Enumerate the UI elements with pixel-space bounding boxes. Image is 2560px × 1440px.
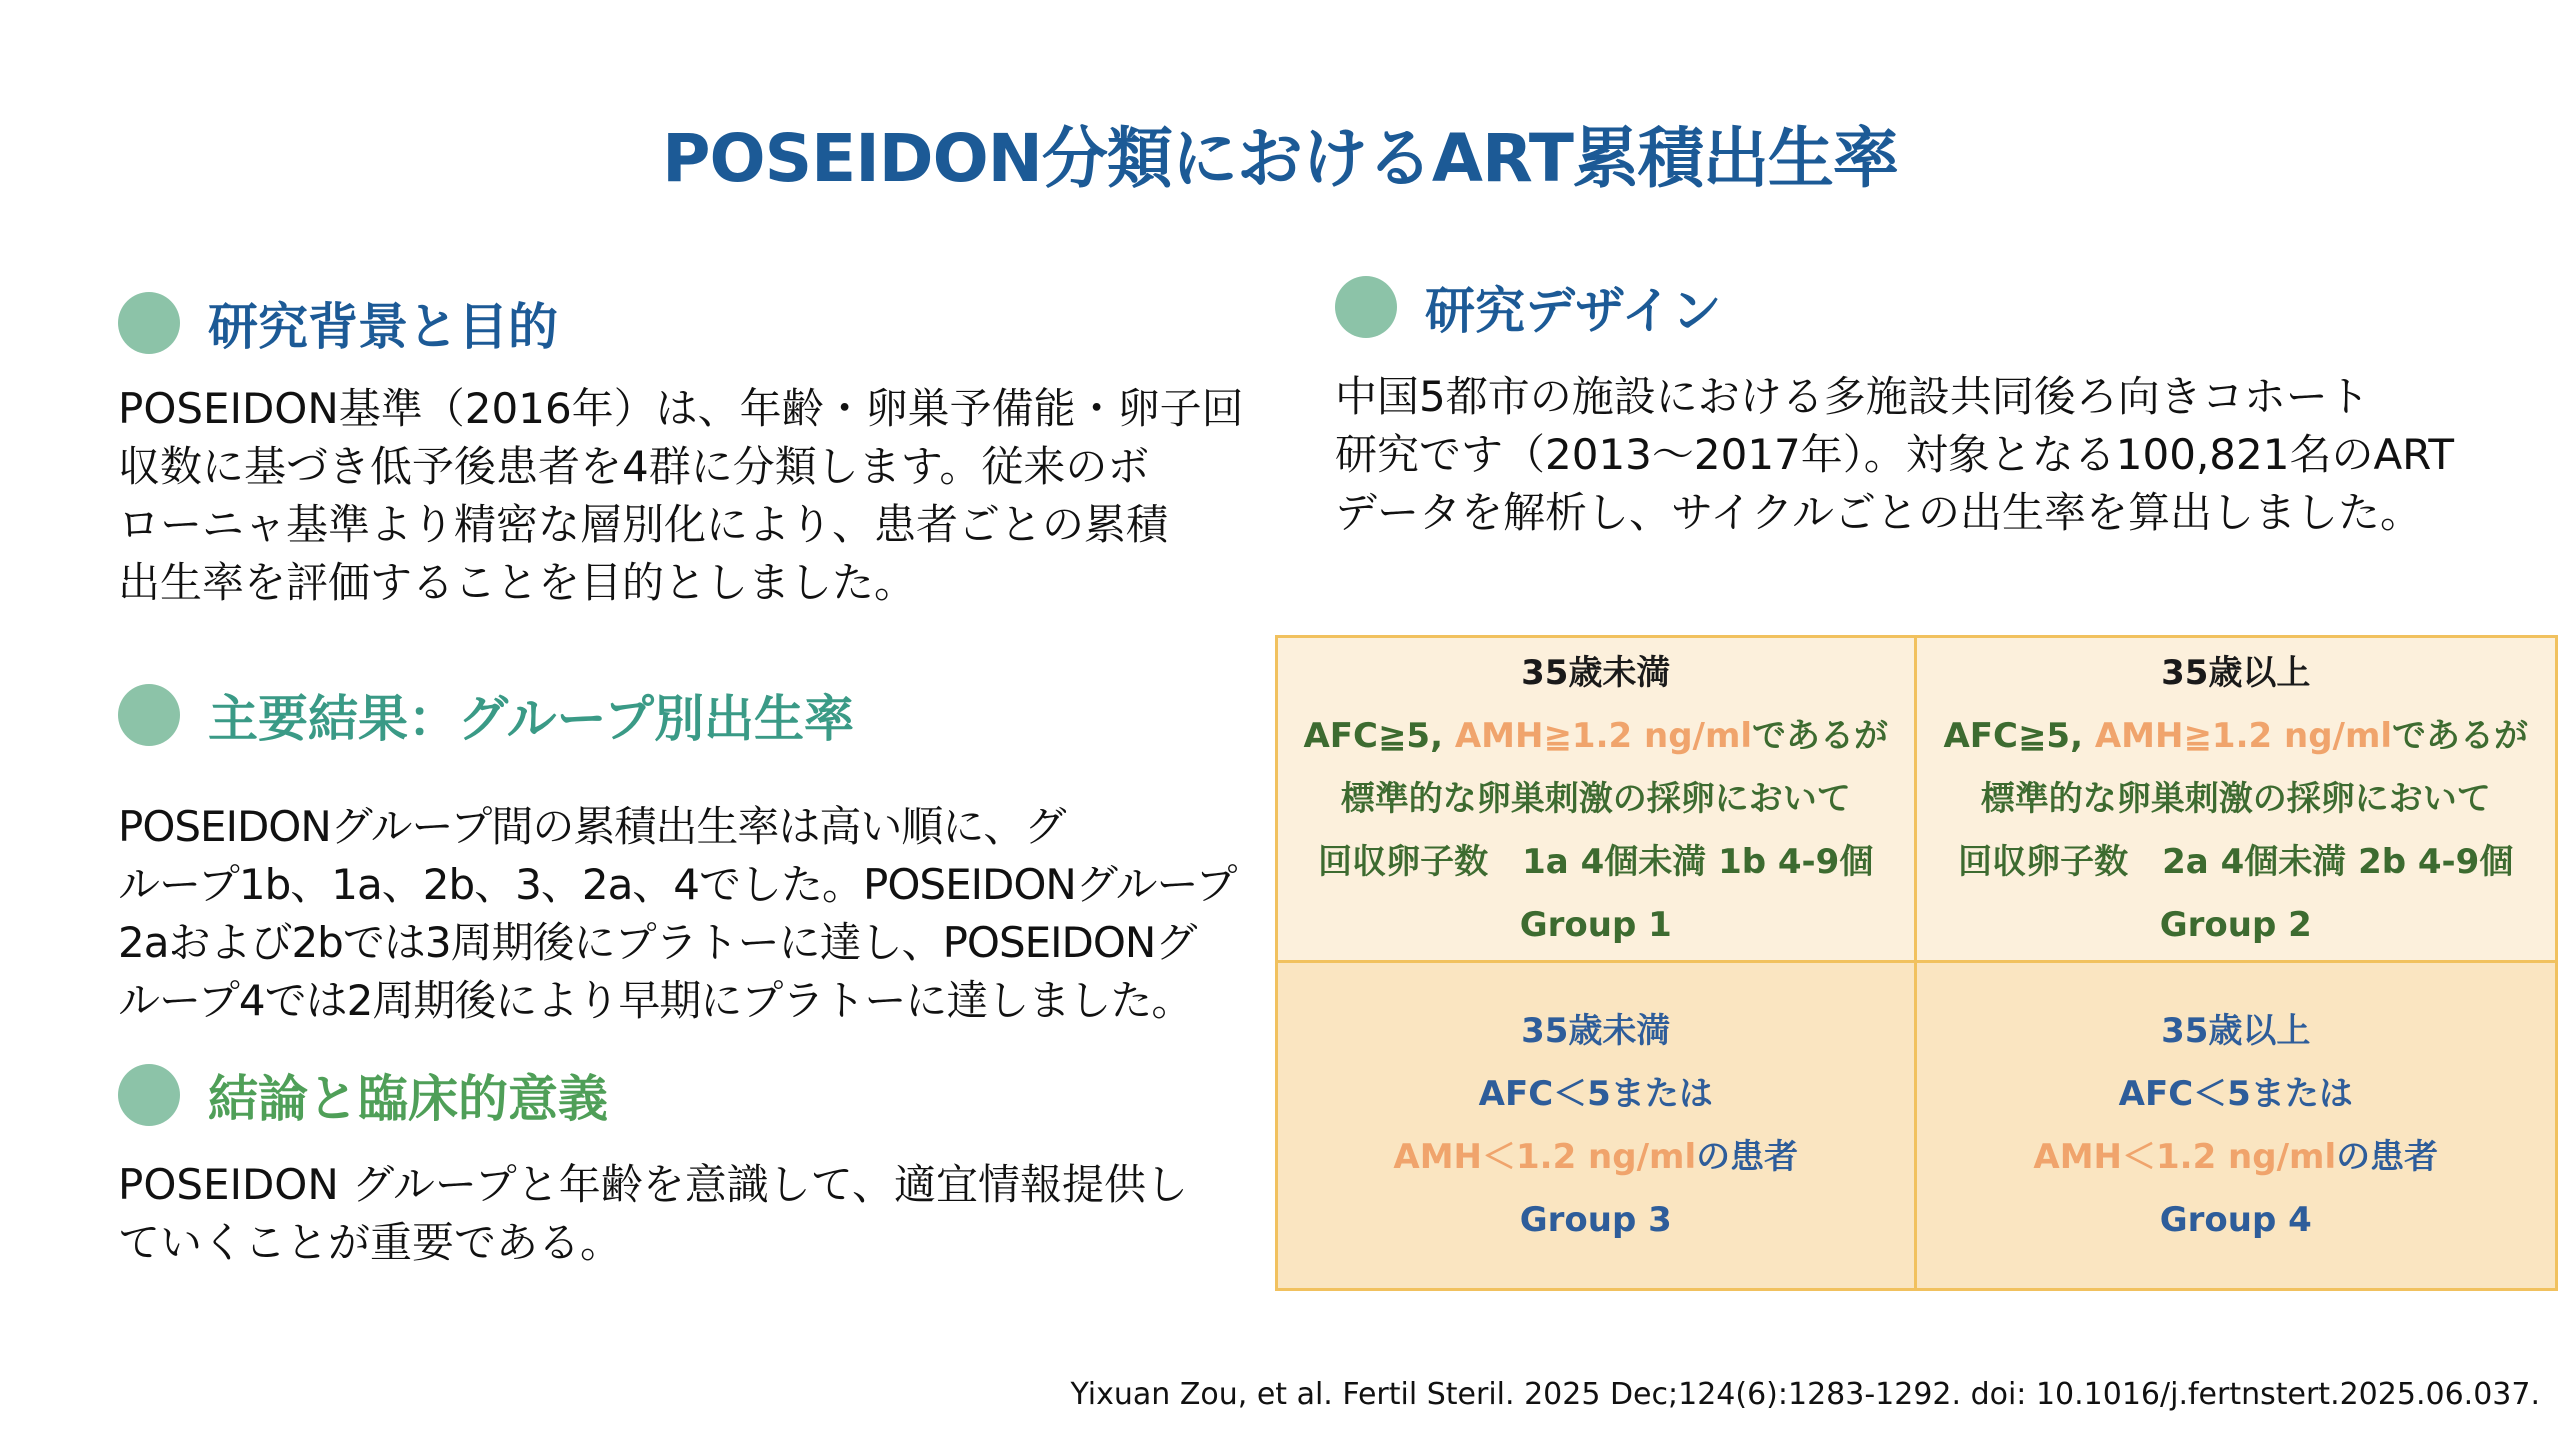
group-age: 35歳以上: [2161, 652, 2311, 693]
amh-criteria: AMH≧1.2 ng/ml: [2094, 715, 2393, 756]
bullet-circle-icon: [1335, 276, 1397, 338]
group-line2: 標準的な卵巣刺激の採卵において: [1340, 778, 1851, 819]
group-1-cell: [1278, 638, 1917, 963]
section-design: [1335, 272, 2535, 542]
criteria-suffix: であるが: [2392, 715, 2529, 756]
group-line3: 回収卵子数 1a 4個未満 1b 4-9個: [1318, 841, 1874, 882]
group-label: Group 2: [2159, 904, 2312, 945]
section-body: POSEIDON基準（2016年）は、年齢・卵巣予備能・卵子回 収数に基づき低予後患者を4群に分類します。従来のボ ローニャ基準より精密な層別化により、患者ごとの累積 出生率を評価することを目的としました。: [118, 384, 1244, 607]
section-conclusion: [118, 1060, 1278, 1272]
section-header: [118, 288, 1258, 358]
group-3-cell: [1278, 963, 1917, 1288]
group-label: Group 1: [1519, 904, 1672, 945]
group-label: Group 4: [2159, 1199, 2312, 1240]
section-body: POSEIDONグループ間の累積出生率は高い順に、グ ループ1b、1a、2b、3、2a、4でした。POSEIDONグループ 2aおよび2bでは3周期後にプラトーに達し、POSEIDONグ ループ4では2周期後により早期にプラトーに達しました。: [118, 802, 1237, 1025]
section-heading: 研究デザイン: [1425, 282, 1722, 340]
section-header: [118, 1060, 1278, 1130]
amh-criteria: AMH≧1.2 ng/ml: [1454, 715, 1753, 756]
group-2-cell: [1917, 638, 2556, 963]
poseidon-group-grid: [1275, 635, 2558, 1291]
section-header: [118, 680, 1278, 750]
criteria-suffix: の患者: [2336, 1136, 2439, 1177]
section-background: [118, 288, 1258, 612]
group-age: 35歳未満: [1521, 1010, 1671, 1051]
afc-criteria: AFC≧5,: [1943, 715, 2095, 756]
group-criteria: [1943, 705, 2528, 768]
bullet-circle-icon: [118, 1064, 180, 1126]
amh-criteria: AMH＜1.2 ng/ml: [2033, 1136, 2337, 1177]
slide-title: POSEIDON分類におけるART累積出生率: [662, 120, 1898, 197]
criteria-suffix: の患者: [1696, 1136, 1799, 1177]
group-criteria: [1393, 1126, 1798, 1189]
group-criteria: [1303, 705, 1888, 768]
section-heading: 研究背景と目的: [208, 298, 558, 356]
bullet-circle-icon: [118, 292, 180, 354]
group-line3: 回収卵子数 2a 4個未満 2b 4-9個: [1958, 841, 2514, 882]
group-line2: 標準的な卵巣刺激の採卵において: [1980, 778, 2491, 819]
group-age: 35歳未満: [1521, 652, 1671, 693]
section-body: 中国5都市の施設における多施設共同後ろ向きコホート 研究です（2013〜2017年）。対象となる100,821名のART データを解析し、サイクルごとの出生率を算出しました。: [1335, 372, 2454, 537]
section-body: POSEIDON グループと年齢を意識して、適宜情報提供し ていくことが重要である。: [118, 1160, 1188, 1267]
group-label: Group 3: [1519, 1199, 1672, 1240]
bullet-circle-icon: [118, 684, 180, 746]
afc-criteria: AFC≧5,: [1303, 715, 1455, 756]
citation: Yixuan Zou, et al. Fertil Steril. 2025 Dec;124(6):1283-1292. doi: 10.1016/j.fertnstert.2025.06.037.: [1070, 1377, 2540, 1412]
group-4-cell: [1917, 963, 2556, 1288]
group-line2: AFC＜5または: [2118, 1073, 2353, 1114]
section-heading: 結論と臨床的意義: [208, 1070, 608, 1128]
criteria-suffix: であるが: [1752, 715, 1889, 756]
group-age: 35歳以上: [2161, 1010, 2311, 1051]
group-line2: AFC＜5または: [1478, 1073, 1713, 1114]
amh-criteria: AMH＜1.2 ng/ml: [1393, 1136, 1697, 1177]
section-heading: 主要結果：グループ別出生率: [208, 690, 854, 748]
section-results: [118, 680, 1278, 1030]
section-header: [1335, 272, 2535, 342]
group-criteria: [2033, 1126, 2438, 1189]
